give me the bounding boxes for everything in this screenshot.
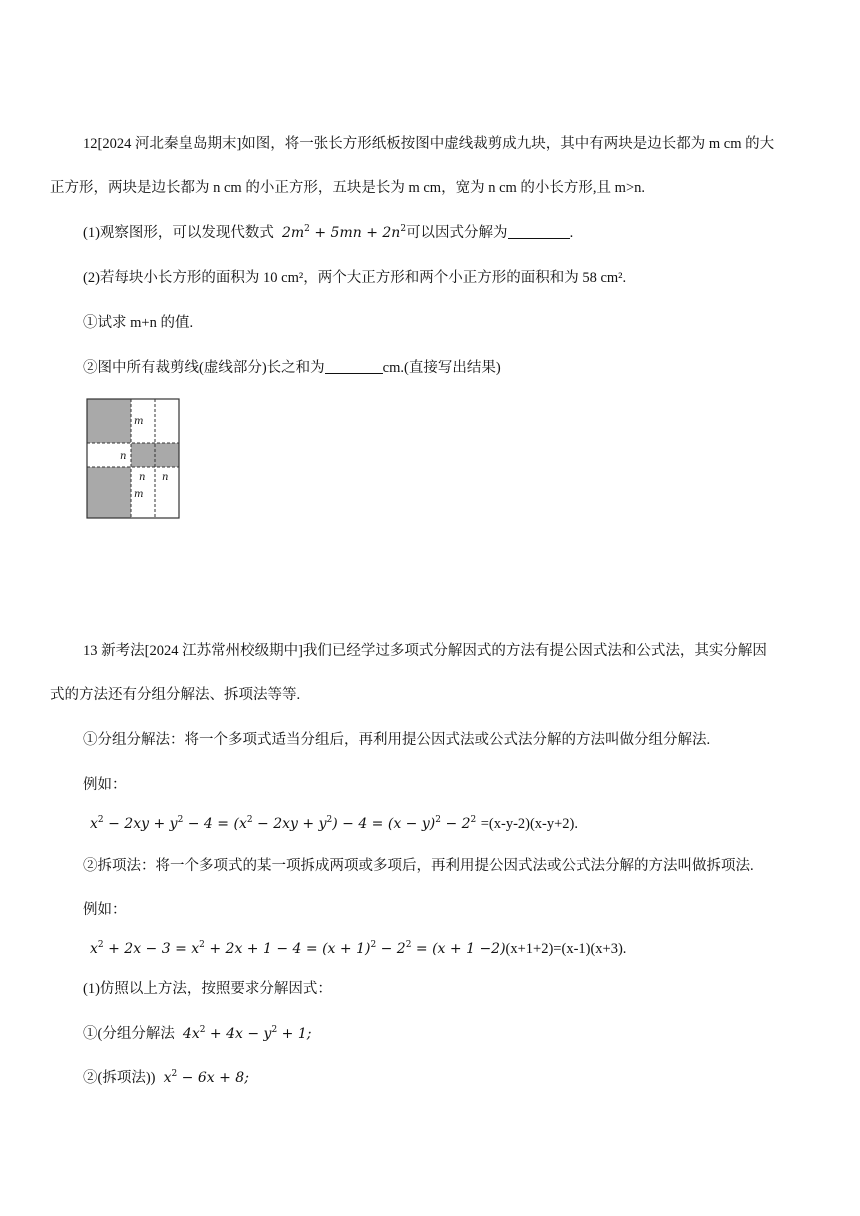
task-2-prefix: ②(拆项法)) bbox=[83, 1070, 156, 1086]
q12-sub2-prefix: ②图中所有裁剪线(虚线部分)长之和为 bbox=[83, 360, 325, 376]
task-1-prefix: ①(分组分解法 bbox=[83, 1026, 175, 1042]
label-m-top: m bbox=[134, 416, 144, 427]
q13-example-label-1: 例如： bbox=[83, 777, 127, 793]
q12-sub2 bbox=[83, 358, 501, 378]
q12-line2: 正方形，两块是边长都为 n cm 的小正方形，五块是长为 m cm，宽为 n cm 的小长方形,且 m>n. bbox=[50, 180, 645, 196]
example-1-tail: =(x-y-2)(x-y+2). bbox=[480, 816, 579, 832]
q13-task: (1)仿照以上方法，按照要求分解因式： bbox=[83, 981, 332, 997]
label-n-left: n bbox=[120, 451, 127, 462]
rectangle-cutting-figure bbox=[86, 398, 180, 519]
q12-expression: $2m^2 + 5mn + 2n^2$ bbox=[277, 224, 407, 241]
answer-blank-2[interactable] bbox=[325, 359, 383, 374]
q13-task-1 bbox=[83, 1024, 311, 1044]
example-2-math: $x^2 + 2x - 3 = x^2 + 2x + 1 - 4 = (x + 1)^2 - 2^2 = (x + 1 -2)$ bbox=[90, 940, 506, 957]
label-n-mid1: n bbox=[139, 472, 146, 483]
q12-part1-end: . bbox=[569, 225, 574, 241]
q13-line2: 式的方法还有分组分解法、拆项法等等. bbox=[50, 687, 301, 703]
label-n-mid2: n bbox=[162, 472, 169, 483]
q13-method1: ①分组分解法：将一个多项式适当分组后，再利用提公因式法或公式法分解的方法叫做分组分解法. bbox=[83, 732, 711, 748]
large-square-top-left bbox=[87, 399, 131, 443]
label-m-bottom: m bbox=[134, 489, 144, 500]
task-1-math: $4x^2 + 4x - y^2 + 1$; bbox=[178, 1025, 312, 1042]
small-square-center bbox=[131, 443, 155, 467]
q13-line1: 13 新考法[2024 江苏常州校级期中]我们已经学过多项式分解因式的方法有提公因式法和公式法，其实分解因 bbox=[83, 643, 767, 659]
cutting-diagram bbox=[86, 398, 180, 524]
q12-part2: (2)若每块小长方形的面积为 10 cm²，两个大正方形和两个小正方形的面积和为 58 cm². bbox=[83, 270, 627, 286]
q12-sub2-suffix: cm.(直接写出结果) bbox=[382, 360, 501, 376]
q13-task-2 bbox=[83, 1068, 249, 1088]
answer-blank-1[interactable] bbox=[508, 224, 570, 239]
q12-part1-prefix: (1)观察图形，可以发现代数式 bbox=[83, 225, 274, 241]
q13-example-label-2: 例如： bbox=[83, 902, 127, 918]
q12-sub1: ①试求 m+n 的值. bbox=[83, 315, 194, 331]
large-square-bottom-left bbox=[87, 467, 131, 518]
q13-example-2 bbox=[90, 939, 626, 959]
small-square-right bbox=[155, 443, 179, 467]
task-2-math: $x^2 - 6x + 8$; bbox=[163, 1069, 249, 1086]
q12-line1: 12[2024 河北秦皇岛期末]如图，将一张长方形纸板按图中虚线裁剪成九块，其中有两块是边长都为 m cm 的大 bbox=[83, 136, 775, 152]
q13-method2: ②拆项法：将一个多项式的某一项拆成两项或多项后，再利用提公因式法或公式法分解的方法叫做拆项法. bbox=[83, 858, 754, 874]
q13-example-1 bbox=[90, 814, 578, 834]
example-2-tail: (x+1+2)=(x-1)(x+3). bbox=[505, 941, 627, 957]
example-1-math: $x^2 - 2xy + y^2 - 4 = (x^2 - 2xy + y^2) - 4 = (x - y)^2 - 2^2$ bbox=[90, 815, 477, 832]
q12-part1-suffix: 可以因式分解为 bbox=[406, 225, 508, 241]
q12-part1 bbox=[83, 223, 573, 243]
